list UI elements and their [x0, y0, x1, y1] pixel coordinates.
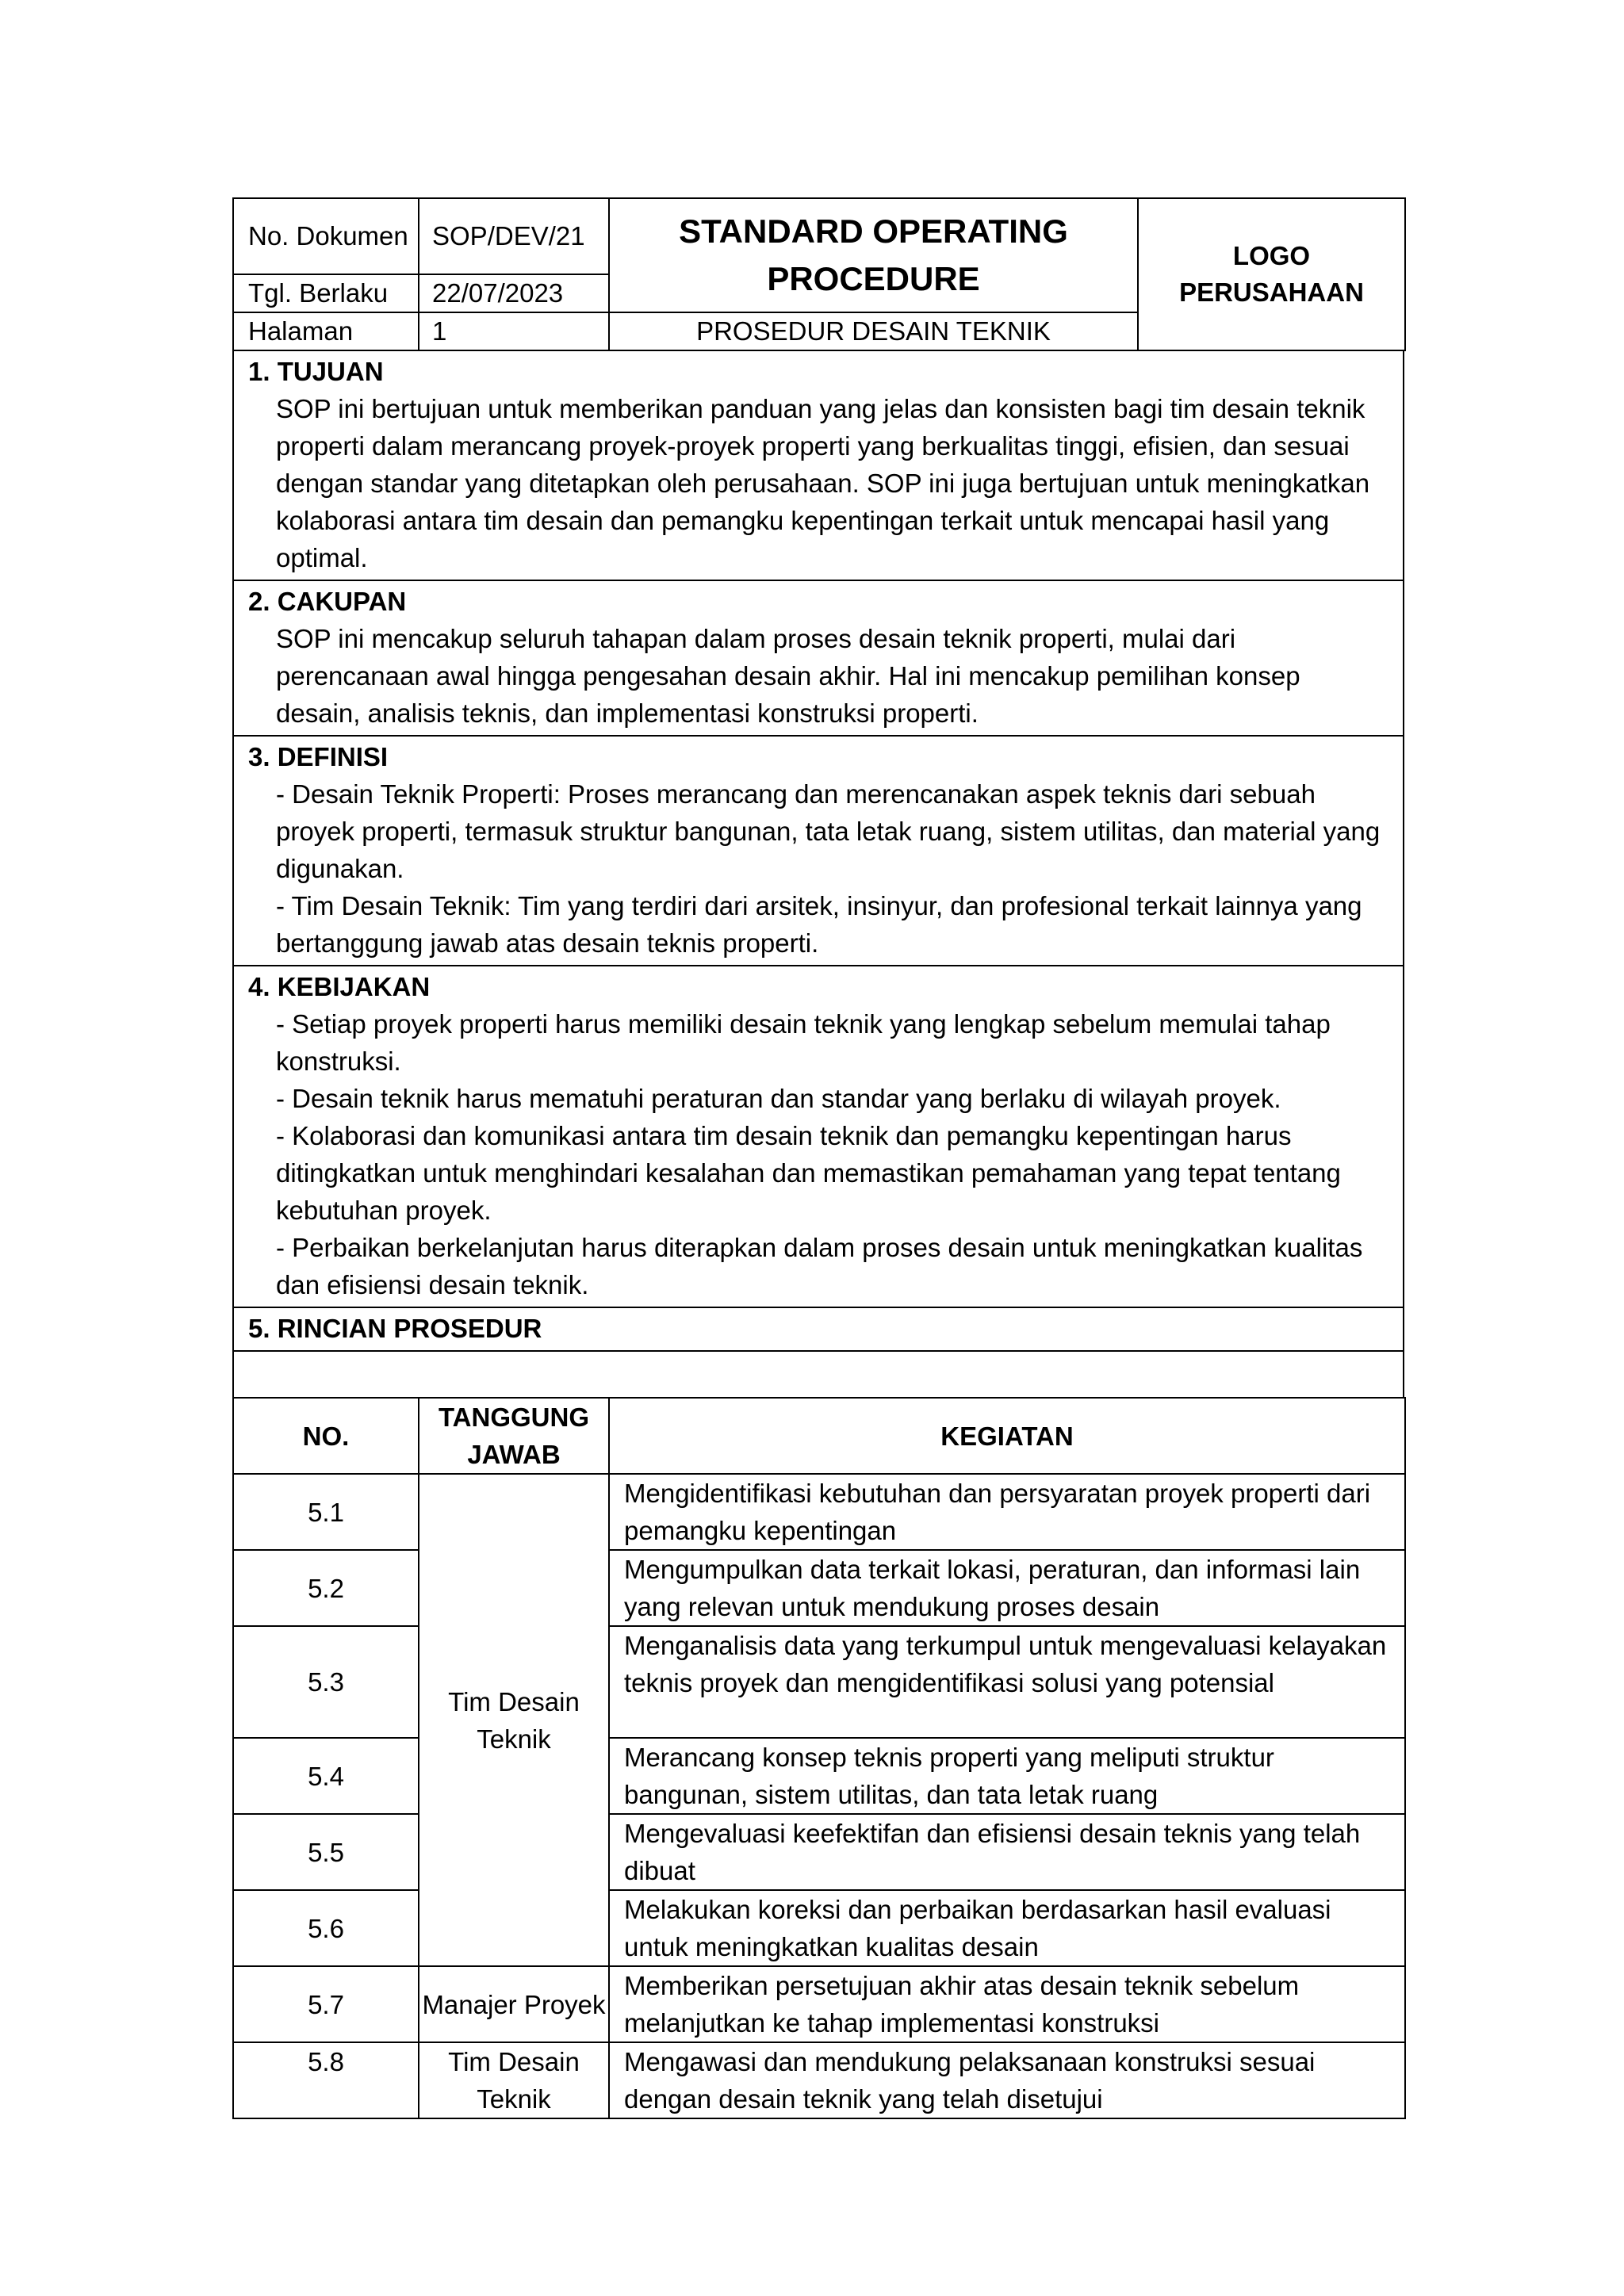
responsibility-cell: Tim Desain Teknik	[419, 2042, 609, 2118]
responsibility-cell: Tim Desain Teknik	[419, 1474, 609, 1966]
table-row	[233, 2042, 1405, 2118]
policy-item: - Desain teknik harus mematuhi peraturan dan standar yang berlaku di wilayah proyek.	[276, 1084, 1281, 1113]
effective-date-value: 22/07/2023	[419, 274, 609, 312]
step-number: 5.1	[233, 1474, 419, 1550]
table-row	[233, 1550, 1405, 1626]
section-heading: 3. DEFINISI	[248, 742, 389, 771]
doc-no-value: SOP/DEV/21	[419, 198, 609, 274]
step-number: 5.6	[233, 1890, 419, 1966]
page-label: Halaman	[233, 312, 419, 350]
activity-cell: Merancang konsep teknis properti yang meliputi struktur bangunan, sistem utilitas, dan tata letak ruang	[609, 1738, 1405, 1814]
header-table	[232, 197, 1406, 351]
activity-cell: Mengawasi dan mendukung pelaksanaan konstruksi sesuai dengan desain teknik yang telah disetujui	[609, 2042, 1405, 2118]
table-row	[233, 1814, 1405, 1890]
table-row	[233, 1966, 1405, 2042]
company-logo-placeholder: LOGO PERUSAHAAN	[1138, 198, 1405, 350]
responsibility-cell: Manajer Proyek	[419, 1966, 609, 2042]
activity-cell: Mengidentifikasi kebutuhan dan persyaratan proyek properti dari pemangku kepentingan	[609, 1474, 1405, 1550]
definition-item: - Tim Desain Teknik: Tim yang terdiri dari arsitek, insinyur, dan profesional terkait lainnya yang bertanggung jawab atas desain teknis properti.	[276, 891, 1362, 958]
column-header-responsibility: TANGGUNG JAWAB	[419, 1398, 609, 1474]
activity-cell: Menganalisis data yang terkumpul untuk mengevaluasi kelayakan teknis proyek dan mengidentifikasi solusi yang potensial	[609, 1626, 1405, 1738]
activity-cell: Mengumpulkan data terkait lokasi, peraturan, dan informasi lain yang relevan untuk mendukung proses desain	[609, 1550, 1405, 1626]
section-heading: 2. CAKUPAN	[248, 587, 407, 616]
step-number: 5.8	[233, 2042, 419, 2118]
activity-cell: Mengevaluasi keefektifan dan efisiensi desain teknis yang telah dibuat	[609, 1814, 1405, 1890]
column-header-activity: KEGIATAN	[609, 1398, 1405, 1474]
document-title: STANDARD OPERATING PROCEDURE	[609, 198, 1138, 312]
section-kebijakan	[233, 966, 1404, 1307]
section-rincian-prosedur	[233, 1307, 1404, 1351]
activity-cell: Melakukan koreksi dan perbaikan berdasarkan hasil evaluasi untuk meningkatkan kualitas desain	[609, 1890, 1405, 1966]
procedure-table	[232, 1397, 1406, 2119]
step-number: 5.5	[233, 1814, 419, 1890]
section-tujuan	[233, 350, 1404, 580]
policy-item: - Setiap proyek properti harus memiliki desain teknik yang lengkap sebelum memulai tahap konstruksi.	[276, 1009, 1331, 1076]
doc-no-label: No. Dokumen	[233, 198, 419, 274]
policy-item: - Kolaborasi dan komunikasi antara tim desain teknik dan pemangku kepentingan harus ditingkatkan untuk menghindari kesalahan dan memastikan pemahaman yang tepat tentang kebutuhan proyek.	[276, 1121, 1341, 1225]
section-cakupan	[233, 580, 1404, 736]
step-number: 5.7	[233, 1966, 419, 2042]
sections-table	[232, 350, 1404, 1399]
section-heading: 1. TUJUAN	[248, 357, 384, 386]
step-number: 5.3	[233, 1626, 419, 1738]
step-number: 5.2	[233, 1550, 419, 1626]
table-row	[233, 1738, 1405, 1814]
table-row	[233, 1626, 1405, 1738]
empty-row	[233, 1351, 1404, 1398]
step-number: 5.4	[233, 1738, 419, 1814]
column-header-no: NO.	[233, 1398, 419, 1474]
section-definisi	[233, 736, 1404, 966]
activity-cell: Memberikan persetujuan akhir atas desain teknik sebelum melanjutkan ke tahap implementasi konstruksi	[609, 1966, 1405, 2042]
sop-document	[232, 197, 1404, 2119]
table-row	[233, 1474, 1405, 1550]
section-heading: 4. KEBIJAKAN	[248, 972, 431, 1001]
definition-item: - Desain Teknik Properti: Proses merancang dan merencanakan aspek teknis dari sebuah proyek properti, termasuk struktur bangunan, tata letak ruang, sistem utilitas, dan material yang digunakan.	[276, 779, 1381, 883]
section-paragraph: SOP ini mencakup seluruh tahapan dalam proses desain teknik properti, mulai dari perencanaan awal hingga pengesahan desain akhir. Hal ini mencakup pemilihan konsep desain, analisis teknis, dan implementasi konstruksi properti.	[276, 624, 1300, 728]
page-number: 1	[419, 312, 609, 350]
document-subtitle: PROSEDUR DESAIN TEKNIK	[609, 312, 1138, 350]
table-row	[233, 1890, 1405, 1966]
policy-item: - Perbaikan berkelanjutan harus diterapkan dalam proses desain untuk meningkatkan kualitas dan efisiensi desain teknik.	[276, 1233, 1363, 1299]
section-paragraph: SOP ini bertujuan untuk memberikan panduan yang jelas dan konsisten bagi tim desain teknik properti dalam merancang proyek-proyek properti yang berkualitas tinggi, efisien, dan sesuai dengan standar yang ditetapkan oleh perusahaan. SOP ini juga bertujuan untuk meningkatkan kolaborasi antara tim desain dan pemangku kepentingan terkait untuk mencapai hasil yang optimal.	[276, 394, 1370, 572]
section-heading: 5. RINCIAN PROSEDUR	[248, 1314, 542, 1343]
effective-date-label: Tgl. Berlaku	[233, 274, 419, 312]
